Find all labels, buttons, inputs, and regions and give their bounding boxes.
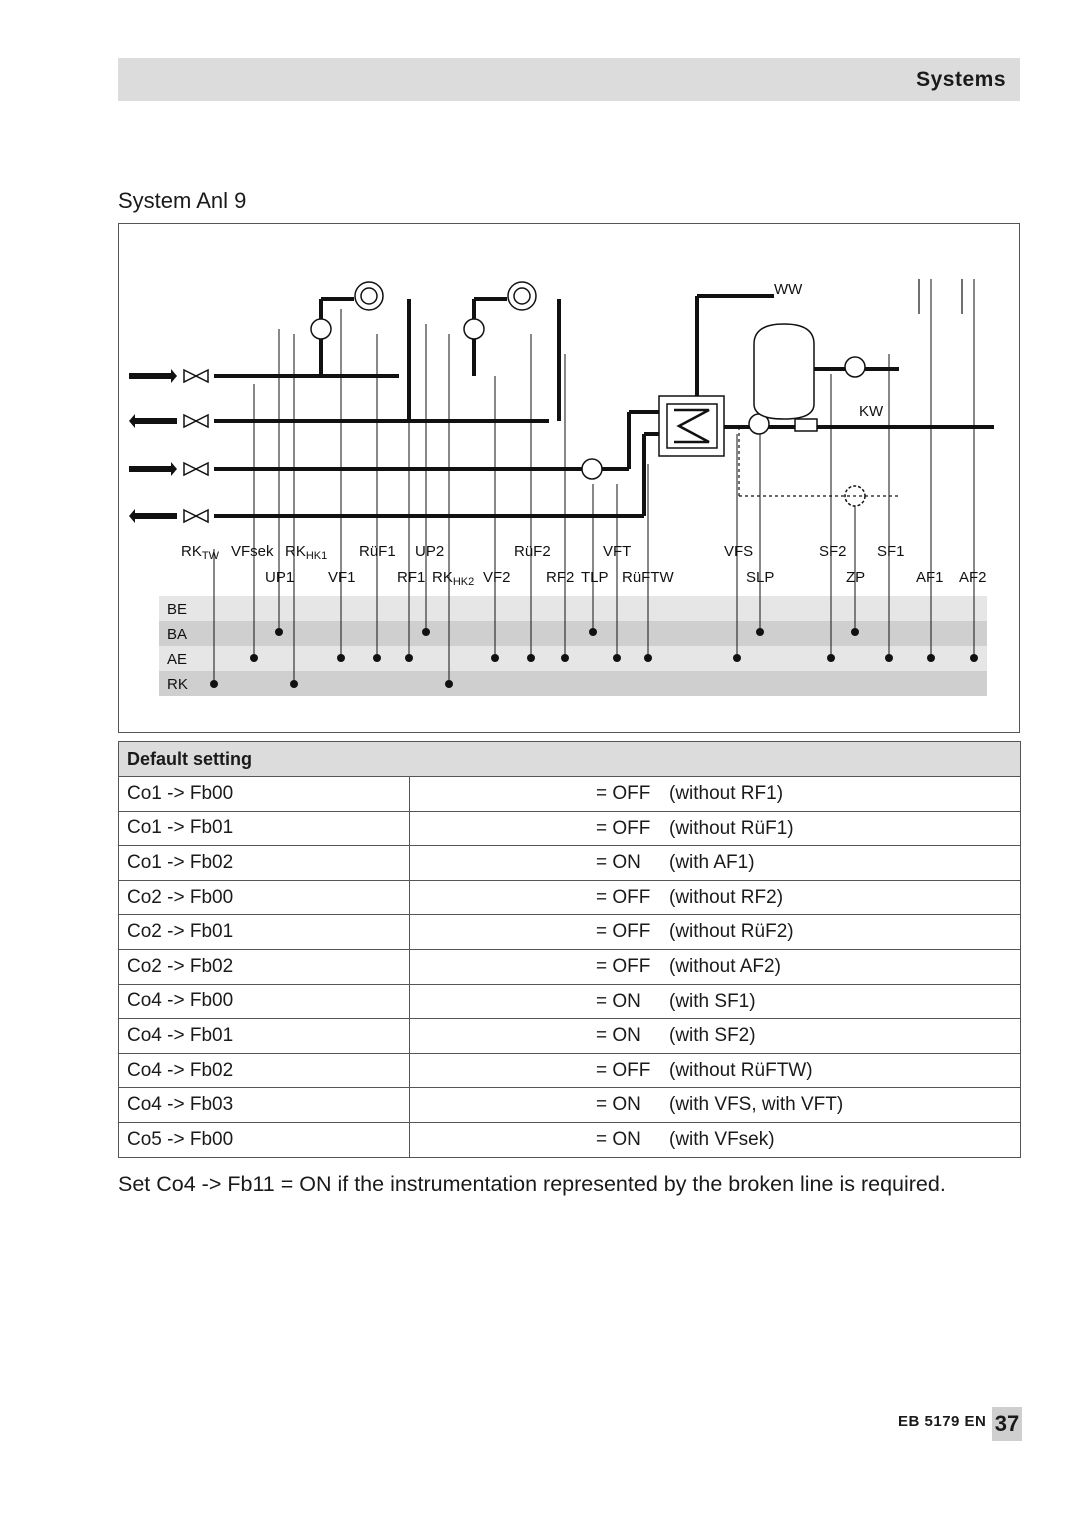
sensor-zp: ZP	[846, 569, 866, 586]
sensor-ruftw: RüFTW	[622, 569, 674, 586]
setting-note: (without AF2)	[669, 955, 781, 977]
sensor-sf2: SF2	[819, 543, 847, 560]
setting-note: (with VFsek)	[669, 1128, 775, 1150]
setting-value: = ON	[596, 990, 641, 1012]
broken-line-note: Set Co4 -> Fb11 = ON if the instrumentation represented by the broken line is required.	[118, 1172, 946, 1196]
outdoor-sensor-icons	[919, 279, 962, 314]
setting-value: = OFF	[596, 783, 651, 804]
label-ww: WW	[774, 281, 803, 298]
setting-value: = ON	[596, 1128, 641, 1150]
sensor-af2: AF2	[959, 569, 987, 586]
setting-value-cell	[410, 1122, 1021, 1157]
setting-value-cell	[410, 1053, 1021, 1088]
document-id: EB 5179 EN	[898, 1413, 987, 1430]
setting-note: (without RüFTW)	[669, 1059, 813, 1081]
default-settings-table	[118, 741, 1021, 1158]
setting-value: = OFF	[596, 955, 651, 977]
row-band-ae	[159, 646, 987, 671]
setting-value-cell	[410, 1019, 1021, 1054]
setting-value-cell	[410, 949, 1021, 984]
setting-value-cell	[410, 1088, 1021, 1123]
radiators	[355, 282, 536, 310]
sensor-vf2: VF2	[483, 569, 511, 586]
table-row	[119, 1088, 1021, 1123]
sensor-rktw: $RK_{TW}$	[181, 543, 219, 562]
sensor-rkhk1: $RK_{HK1}$	[285, 543, 328, 562]
broken-line-circuit	[739, 427, 899, 496]
table-header: Default setting	[119, 742, 1021, 777]
sensor-up2: UP2	[415, 543, 445, 560]
setting-parameter: Co2 -> Fb01	[119, 915, 410, 950]
sensor-vfs: VFS	[724, 543, 754, 560]
setting-value-cell	[410, 846, 1021, 881]
storage-tank	[754, 324, 817, 431]
setting-parameter: Co2 -> Fb02	[119, 949, 410, 984]
sensor-slp: SLP	[746, 569, 775, 586]
setting-value: = ON	[596, 852, 641, 874]
sensor-ruf1: RüF1	[359, 543, 396, 560]
sensor-rf1: RF1	[397, 569, 426, 586]
setting-value: = OFF	[596, 817, 651, 839]
setting-parameter: Co4 -> Fb03	[119, 1088, 410, 1123]
table-row	[119, 1019, 1021, 1054]
row-band-rk	[159, 671, 987, 696]
table-row	[119, 984, 1021, 1019]
setting-value: = OFF	[596, 886, 651, 908]
setting-value-cell	[410, 880, 1021, 915]
sensor-rkhk2: $RK_{HK2}$	[432, 569, 475, 588]
setting-value: = ON	[596, 1094, 641, 1116]
heat-exchanger	[659, 396, 724, 456]
setting-value: = ON	[596, 1025, 641, 1047]
table-row	[119, 1053, 1021, 1088]
setting-value: = OFF	[596, 1059, 651, 1081]
setting-note: (with SF2)	[669, 1025, 756, 1047]
section-title: Systems	[916, 68, 1006, 91]
setting-parameter: Co1 -> Fb00	[119, 777, 410, 812]
sensor-tlp: TLP	[581, 569, 609, 586]
setting-parameter: Co4 -> Fb00	[119, 984, 410, 1019]
table-row	[119, 777, 1021, 812]
setting-note: (without RF2)	[669, 886, 784, 908]
setting-note: (with VFS, with VFT)	[669, 1094, 844, 1116]
setting-note: (without RF1)	[669, 783, 784, 804]
sensor-rf2: RF2	[546, 569, 575, 586]
table-row	[119, 915, 1021, 950]
table-row	[119, 846, 1021, 881]
setting-note: (with AF1)	[669, 852, 755, 874]
setting-value-cell	[410, 984, 1021, 1019]
setting-value-cell	[410, 915, 1021, 950]
setting-parameter: Co1 -> Fb02	[119, 846, 410, 881]
setting-parameter: Co1 -> Fb01	[119, 811, 410, 846]
schematic-diagram	[118, 223, 1020, 733]
row-label-rk: RK	[167, 676, 188, 693]
table-row	[119, 949, 1021, 984]
sensor-up1: UP1	[265, 569, 295, 586]
setting-value: = OFF	[596, 921, 651, 943]
sensor-vfsek: VFsek	[231, 543, 274, 560]
sensor-vft: VFT	[603, 543, 632, 560]
row-label-be: BE	[167, 601, 188, 618]
setting-note: (with SF1)	[669, 990, 756, 1012]
label-kw: KW	[859, 403, 884, 420]
system-title: System Anl 9	[118, 188, 247, 213]
sensor-sf1: SF1	[877, 543, 905, 560]
table-row	[119, 1122, 1021, 1157]
setting-value-cell	[410, 811, 1021, 846]
setting-parameter: Co5 -> Fb00	[119, 1122, 410, 1157]
sensor-af1: AF1	[916, 569, 944, 586]
page-number: 37	[992, 1407, 1022, 1441]
sensor-ruf2: RüF2	[514, 543, 551, 560]
section-header-bar	[118, 58, 1020, 101]
shutoff-valves	[184, 370, 208, 522]
flow-arrows	[129, 369, 177, 523]
row-label-ba: BA	[167, 626, 188, 643]
setting-value-cell	[410, 777, 1021, 812]
setting-note: (without RüF1)	[669, 817, 794, 839]
setting-parameter: Co4 -> Fb02	[119, 1053, 410, 1088]
setting-note: (without RüF2)	[669, 921, 794, 943]
row-label-ae: AE	[167, 651, 188, 668]
setting-parameter: Co2 -> Fb00	[119, 880, 410, 915]
sensor-vf1: VF1	[328, 569, 356, 586]
row-band-be	[159, 596, 987, 621]
table-row	[119, 880, 1021, 915]
table-row	[119, 811, 1021, 846]
row-band-ba	[159, 621, 987, 646]
setting-parameter: Co4 -> Fb01	[119, 1019, 410, 1054]
